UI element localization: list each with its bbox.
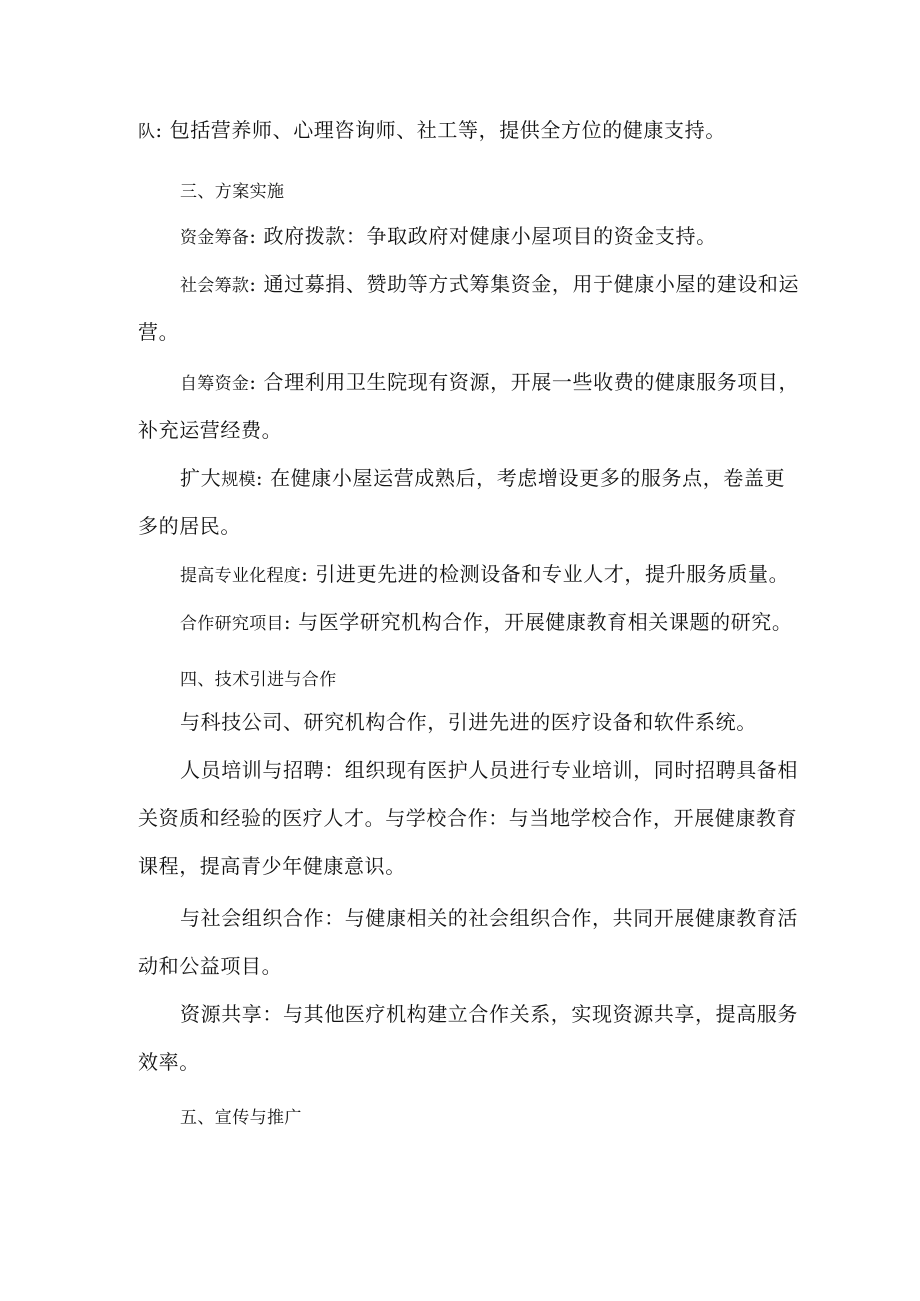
professional-label: 提高专业化程度 [180, 566, 302, 586]
intro-text: : 包括营养师、心理咨询师、社工等，提供全方位的健康支持。 [155, 118, 726, 142]
training-paragraph-line-2: 关资质和经验的医疗人才。与学校合作：与当地学校合作，开展健康教育 [138, 806, 798, 830]
tech-paragraph-1: 与科技公司、研究机构合作，引进先进的医疗设备和软件系统。 [180, 710, 757, 734]
section-heading-3: 三、方案实施 [180, 182, 285, 202]
intro-lead: 队 [138, 122, 156, 142]
intro-paragraph [138, 118, 726, 144]
funding-paragraph [180, 224, 717, 250]
training-paragraph-line-1: 人员培训与招聘：组织现有医护人员进行专业培训，同时招聘具备相 [180, 758, 798, 782]
research-text: : 与医学研究机构合作，开展健康教育相关课题的研究。 [283, 610, 793, 634]
expand-paragraph-line-2: 多的居民。 [138, 514, 241, 538]
social-paragraph-line-1 [180, 272, 799, 298]
expand-text-1: : 在健康小屋运营成熟后，考虑增设更多的服务点，卷盖更 [255, 466, 786, 490]
research-paragraph [180, 610, 793, 636]
social-label: 社会筹款 [180, 276, 250, 296]
section-heading-5: 五、宣传与推广 [180, 1108, 302, 1128]
self-text-1: : 合理利用卫生院现有资源，开展一些收费的健康服务项目， [249, 370, 800, 394]
expand-label: 规模 [221, 470, 256, 490]
self-label: 自筹资金 [180, 374, 250, 394]
section-heading-4: 四、技术引进与合作 [180, 670, 337, 690]
funding-text: : 政府拨款：争取政府对健康小屋项目的资金支持。 [249, 224, 717, 248]
research-label: 合作研究项目 [180, 614, 284, 634]
professional-text: : 引进更先进的检测设备和专业人才，提升服务质量。 [301, 562, 790, 586]
funding-label: 资金筹备 [180, 228, 250, 248]
professional-paragraph [180, 562, 789, 588]
expand-paragraph-line-1 [180, 466, 785, 492]
self-paragraph-line-1 [180, 370, 799, 396]
social-org-paragraph-line-1: 与社会组织合作：与健康相关的社会组织合作，共同开展健康教育活 [180, 906, 798, 930]
resource-paragraph-line-2: 效率。 [138, 1050, 200, 1074]
expand-lead: 扩大 [180, 466, 222, 490]
social-paragraph-line-2: 营。 [138, 320, 180, 344]
resource-paragraph-line-1: 资源共享：与其他医疗机构建立合作关系，实现资源共享，提高服务 [180, 1002, 798, 1026]
social-org-paragraph-line-2: 动和公益项目。 [138, 954, 283, 978]
training-paragraph-line-3: 课程，提高青少年健康意识。 [138, 854, 406, 878]
self-paragraph-line-2: 补充运营经费。 [138, 418, 283, 442]
social-text-1: : 通过募捐、赞助等方式筹集资金，用于健康小屋的建设和运 [249, 272, 800, 296]
